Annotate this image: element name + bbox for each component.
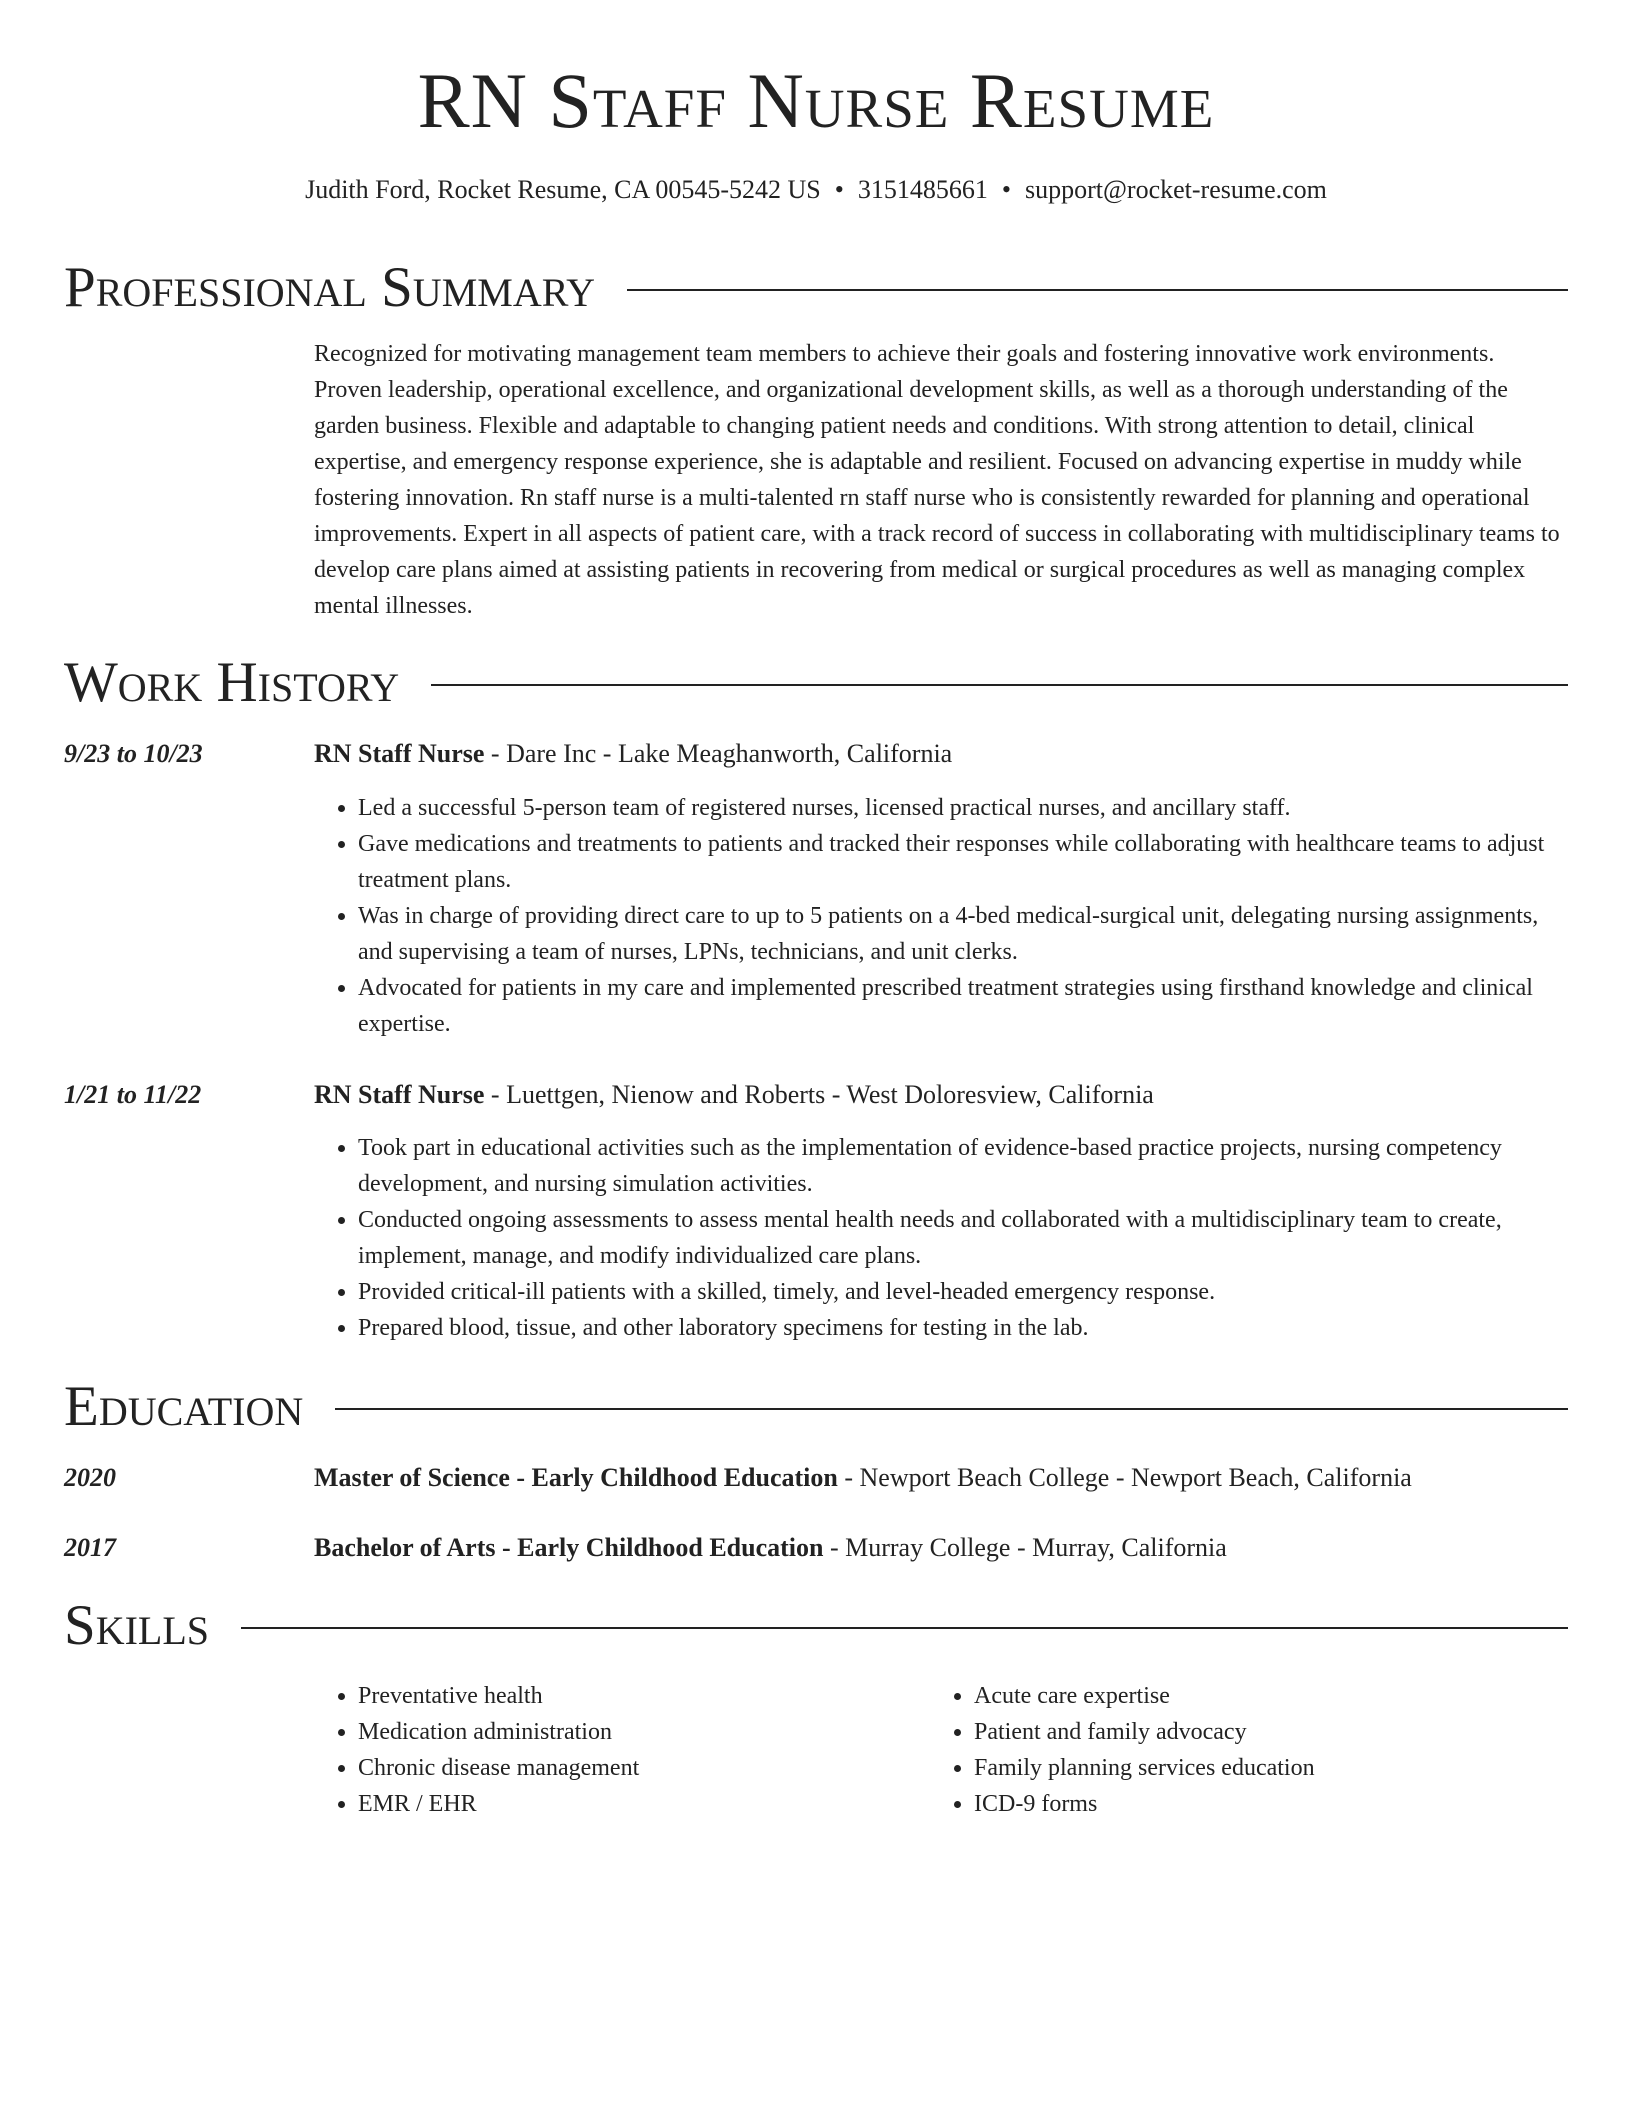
skill-item: • Medication administration (358, 1714, 924, 1750)
section-title: Professional Summary (64, 256, 596, 319)
job-heading (314, 1077, 1568, 1113)
section-title: Education (64, 1375, 304, 1438)
job-details: - Dare Inc - Lake Meaghanworth, California (484, 739, 953, 768)
job-bullets (314, 1130, 1568, 1346)
skill-item: • EMR / EHR (358, 1786, 924, 1822)
education-details: - Murray College - Murray, California (823, 1533, 1227, 1562)
skill-item: • Patient and family advocacy (974, 1714, 1540, 1750)
section-divider (241, 1627, 1568, 1629)
list-item: • Provided critical-ill patients with a skilled, timely, and level-headed emergency response. (358, 1274, 1568, 1310)
list-item: • Conducted ongoing assessments to assess mental health needs and collaborated with a multidisciplinary team to create, implement, manage, and modify individualized care plans. (358, 1202, 1568, 1274)
section-title: Skills (64, 1594, 210, 1657)
list-item: • Prepared blood, tissue, and other laboratory specimens for testing in the lab. (358, 1310, 1568, 1346)
summary-section-header (64, 256, 1568, 320)
list-item: • Was in charge of providing direct care to up to 5 patients on a 4-bed medical-surgical unit, delegating nursing assignments, and supervising a team of nurses, LPNs, technicians, and unit clerks. (358, 898, 1568, 970)
section-divider (431, 684, 1568, 686)
education-heading (314, 1530, 1568, 1566)
job-bullets (314, 790, 1568, 1042)
skill-item: • Preventative health (358, 1678, 924, 1714)
job-title: RN Staff Nurse (314, 1080, 485, 1109)
education-details: - Newport Beach College - Newport Beach, California (837, 1463, 1412, 1492)
summary-text: Recognized for motivating management team members to achieve their goals and fostering innovative work environments. Proven leadership, operational excellence, and organizational development skills, as well as a thorough understanding of the garden business. Flexible and adaptable to changing patient needs and conditions. With strong attention to detail, clinical expertise, and emergency response experience, she is adaptable and resilient. Focused on advancing expertise in muddy while fostering innovation. Rn staff nurse is a multi-talented rn staff nurse who is consistently rewarded for planning and operational improvements. Expert in all aspects of patient care, with a track record of success in collaborating with multidisciplinary teams to develop care plans aimed at assisting patients in recovering from medical or surgical procedures as well as managing complex mental illnesses. (314, 341, 1560, 619)
job-title: RN Staff Nurse (314, 739, 485, 768)
contact-phone: 3151485661 (857, 175, 988, 204)
job-dates: 1/21 to 11/22 (64, 1080, 202, 1109)
job-heading (314, 736, 1568, 772)
skills-section-header (64, 1594, 1568, 1658)
degree: Master of Science - Early Childhood Education (314, 1463, 838, 1492)
section-divider (335, 1408, 1568, 1410)
skills-list-right (930, 1678, 1540, 1822)
contact-separator: • (1001, 175, 1011, 204)
list-item: • Took part in educational activities such as the implementation of evidence-based practice projects, nursing competency development, and nursing simulation activities. (358, 1130, 1568, 1202)
job-details: - Luettgen, Nienow and Roberts - West Doloresview, California (484, 1080, 1154, 1109)
resume-title: RN Staff Nurse Resume (417, 57, 1215, 144)
skills-list-left (314, 1678, 924, 1822)
skill-item: • ICD-9 forms (974, 1786, 1540, 1822)
skill-item: • Chronic disease management (358, 1750, 924, 1786)
skill-item: • Acute care expertise (974, 1678, 1540, 1714)
contact-line (64, 173, 1568, 207)
education-section-header (64, 1375, 1568, 1439)
education-year: 2020 (64, 1463, 116, 1492)
education-heading (314, 1460, 1568, 1496)
list-item: • Led a successful 5-person team of registered nurses, licensed practical nurses, and ancillary staff. (358, 790, 1568, 826)
job-dates: 9/23 to 10/23 (64, 739, 203, 768)
list-item: • Gave medications and treatments to patients and tracked their responses while collaborating with healthcare teams to adjust treatment plans. (358, 826, 1568, 898)
degree: Bachelor of Arts - Early Childhood Education (314, 1533, 824, 1562)
section-title: Work History (64, 651, 400, 714)
education-year: 2017 (64, 1533, 116, 1562)
skill-item: • Family planning services education (974, 1750, 1540, 1786)
contact-separator: • (834, 175, 844, 204)
contact-email[interactable]: support@rocket-resume.com (1024, 175, 1327, 204)
contact-address: Judith Ford, Rocket Resume, CA 00545-5242 US (305, 175, 821, 204)
list-item: • Advocated for patients in my care and implemented prescribed treatment strategies using firsthand knowledge and clinical expertise. (358, 970, 1568, 1042)
section-divider (627, 289, 1568, 291)
work-history-section-header (64, 651, 1568, 715)
